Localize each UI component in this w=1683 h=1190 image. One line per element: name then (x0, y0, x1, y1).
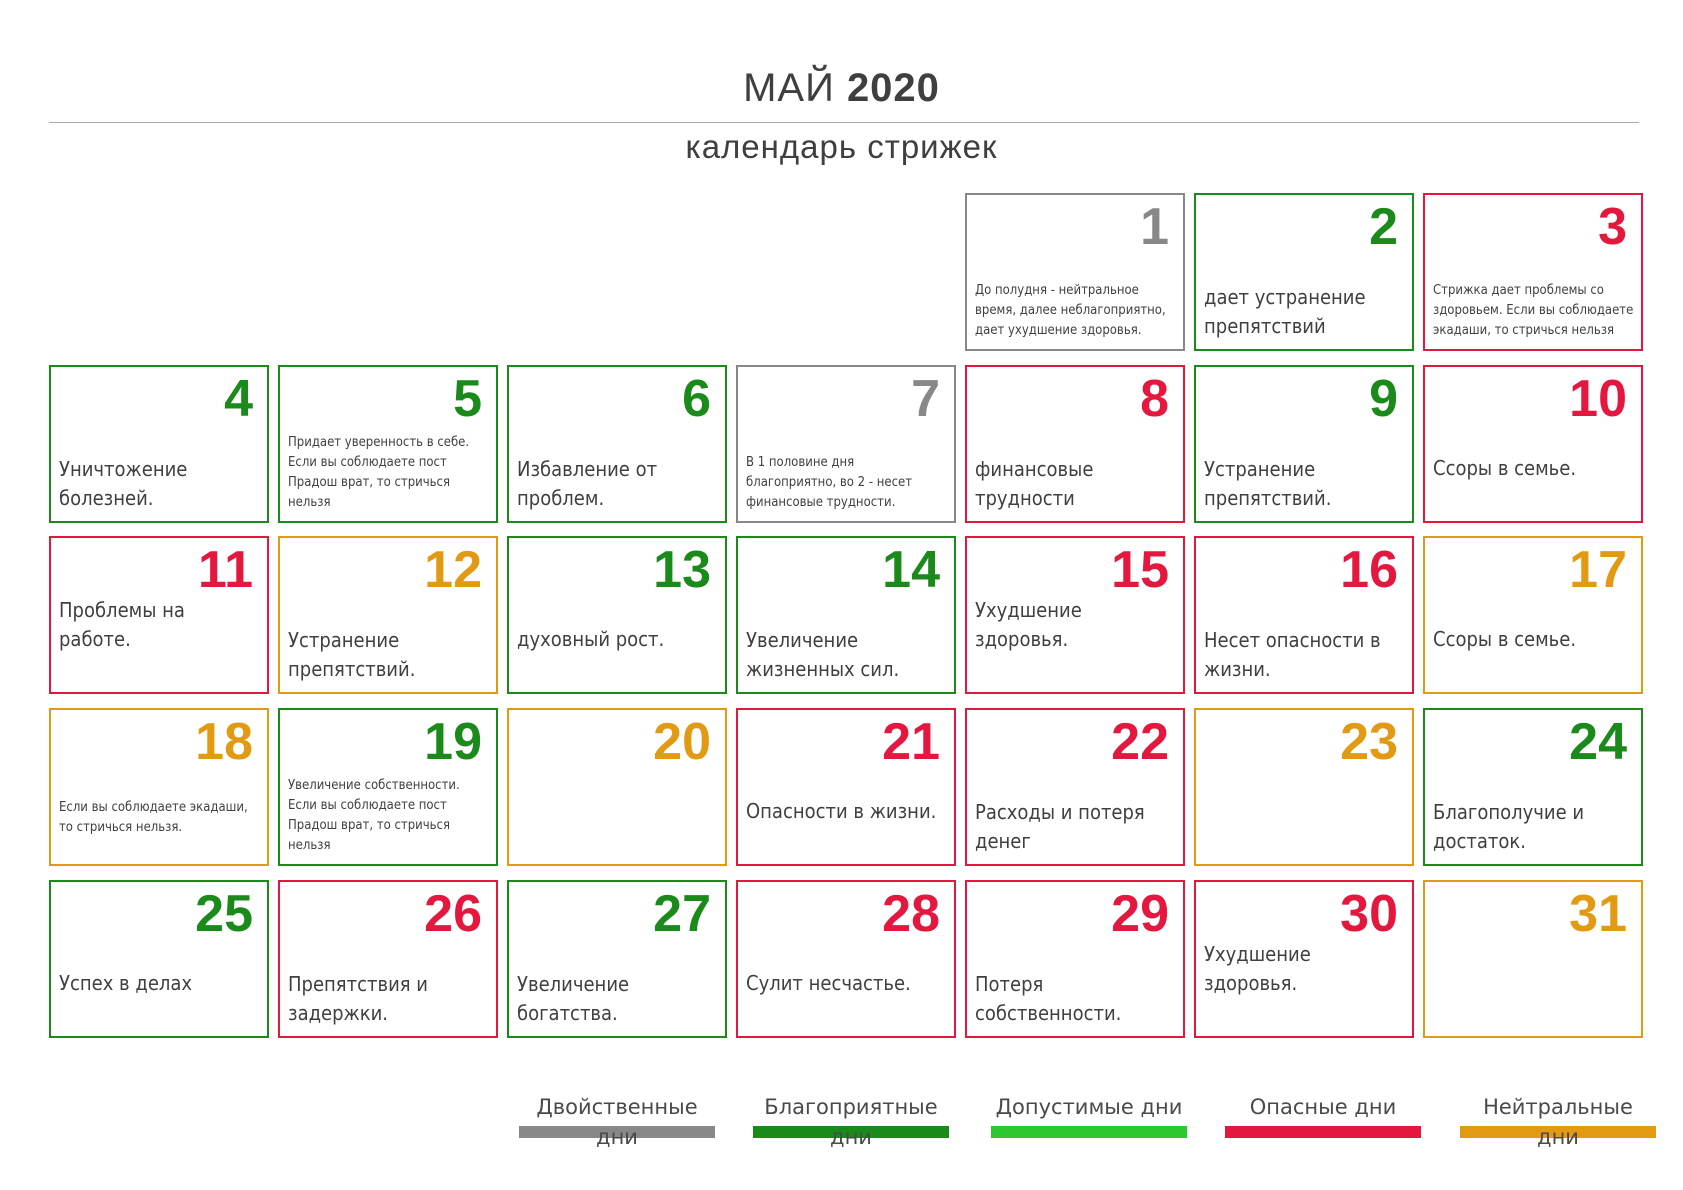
day-cell-29 (965, 880, 1185, 1038)
day-description: Успех в делах (59, 971, 193, 995)
day-number: 21 (882, 713, 940, 771)
color-legend (0, 1092, 1683, 1172)
month-label: МАЙ (743, 66, 835, 110)
day-cell-28 (736, 880, 956, 1038)
legend-item-favorable (753, 1092, 949, 1149)
day-description: Несет опасности в жизни. (1204, 628, 1381, 681)
day-cell-30 (1194, 880, 1414, 1038)
day-description: Избавление от проблем. (517, 457, 658, 510)
day-cell-12 (278, 536, 498, 694)
day-description: финансовые трудности (975, 457, 1094, 510)
day-number: 8 (1140, 370, 1169, 428)
legend-item-allowed (991, 1092, 1187, 1138)
day-cell-17 (1423, 536, 1643, 694)
day-number: 13 (653, 541, 711, 599)
day-number: 20 (653, 713, 711, 771)
day-cell-25 (49, 880, 269, 1038)
day-cell-1 (965, 193, 1185, 351)
day-number: 16 (1340, 541, 1398, 599)
day-description: Если вы соблюдаете экадаши, то стричься нельзя. (59, 800, 248, 835)
day-description: Придает уверенность в себе. Если вы соблюдаете пост Прадош врат, то стричься нельзя (288, 435, 470, 510)
day-cell-7 (736, 365, 956, 523)
day-description: Препятствия и задержки. (288, 972, 428, 1025)
day-cell-23 (1194, 708, 1414, 866)
day-cell-2 (1194, 193, 1414, 351)
day-number: 17 (1569, 541, 1627, 599)
day-number: 3 (1598, 198, 1627, 256)
day-description: Благополучие и достаток. (1433, 800, 1585, 853)
day-cell-11 (49, 536, 269, 694)
day-number: 28 (882, 885, 940, 943)
day-cell-21 (736, 708, 956, 866)
legend-label: Опасные дни (1249, 1095, 1397, 1119)
day-cell-18 (49, 708, 269, 866)
day-cell-27 (507, 880, 727, 1038)
day-number: 12 (424, 541, 482, 599)
legend-color-bar (1225, 1126, 1421, 1138)
day-cell-6 (507, 365, 727, 523)
day-cell-3 (1423, 193, 1643, 351)
day-number: 7 (911, 370, 940, 428)
day-cell-26 (278, 880, 498, 1038)
day-description: Ухудшение здоровья. (975, 598, 1082, 651)
day-description: Ссоры в семье. (1433, 456, 1577, 480)
day-number: 2 (1369, 198, 1398, 256)
day-cell-24 (1423, 708, 1643, 866)
day-number: 9 (1369, 370, 1398, 428)
day-description: Увеличение жизненных сил. (746, 628, 900, 681)
day-number: 15 (1111, 541, 1169, 599)
day-number: 4 (224, 370, 253, 428)
day-number: 25 (195, 885, 253, 943)
legend-label: Двойственные дни (536, 1095, 698, 1149)
day-description: До полудня - нейтральное время, далее неблагоприятно, дает ухудшение здоровья. (975, 283, 1166, 338)
day-cell-31 (1423, 880, 1643, 1038)
day-cell-22 (965, 708, 1185, 866)
day-number: 11 (198, 541, 253, 599)
day-description: Ухудшение здоровья. (1204, 942, 1311, 995)
day-description: дает устранение препятствий (1204, 285, 1366, 338)
legend-item-dual (519, 1092, 715, 1149)
calendar-subtitle: календарь стрижек (685, 128, 998, 165)
day-cell-16 (1194, 536, 1414, 694)
day-number: 14 (882, 541, 940, 599)
day-number: 5 (453, 370, 482, 428)
day-cell-14 (736, 536, 956, 694)
legend-item-dangerous (1225, 1092, 1421, 1138)
day-number: 19 (424, 713, 482, 771)
day-description: Стрижка дает проблемы со здоровьем. Если вы соблюдаете экадаши, то стричься нельзя (1433, 283, 1634, 338)
day-cell-5 (278, 365, 498, 523)
day-description: Опасности в жизни. (746, 799, 937, 823)
day-number: 23 (1340, 713, 1398, 771)
day-description: Уничтожение болезней. (59, 457, 188, 510)
day-cell-10 (1423, 365, 1643, 523)
day-number: 26 (424, 885, 482, 943)
day-cell-9 (1194, 365, 1414, 523)
legend-label: Благоприятные дни (764, 1095, 938, 1149)
legend-label: Нейтральные дни (1483, 1095, 1633, 1149)
day-description: духовный рост. (517, 627, 665, 651)
day-description: Устранение препятствий. (1204, 457, 1332, 510)
day-number: 31 (1569, 885, 1627, 943)
day-description: Ссоры в семье. (1433, 627, 1577, 651)
day-description: Увеличение богатства. (517, 972, 630, 1025)
day-description: Расходы и потеря денег (975, 800, 1145, 853)
day-number: 27 (653, 885, 711, 943)
day-cell-19 (278, 708, 498, 866)
day-number: 24 (1569, 713, 1627, 771)
day-description: Устранение препятствий. (288, 628, 416, 681)
day-number: 22 (1111, 713, 1169, 771)
day-number: 29 (1111, 885, 1169, 943)
day-cell-20 (507, 708, 727, 866)
day-number: 18 (195, 713, 253, 771)
day-cell-4 (49, 365, 269, 523)
day-number: 1 (1140, 198, 1169, 256)
day-number: 30 (1340, 885, 1398, 943)
day-cell-8 (965, 365, 1185, 523)
day-description: Потеря собственности. (975, 972, 1122, 1025)
day-cell-15 (965, 536, 1185, 694)
day-description: Сулит несчастье. (746, 971, 911, 995)
year-label: 2020 (846, 66, 940, 110)
day-description: В 1 половине дня благоприятно, во 2 - несет финансовые трудности. (746, 455, 913, 510)
day-cell-13 (507, 536, 727, 694)
legend-label: Допустимые дни (995, 1095, 1183, 1119)
day-number: 10 (1569, 370, 1627, 428)
legend-color-bar (991, 1126, 1187, 1138)
legend-item-neutral (1460, 1092, 1656, 1149)
day-description: Проблемы на работе. (59, 598, 185, 651)
day-description: Увеличение собственности. Если вы соблюдаете пост Прадош врат, то стричься нельзя (288, 778, 460, 853)
day-number: 6 (682, 370, 711, 428)
